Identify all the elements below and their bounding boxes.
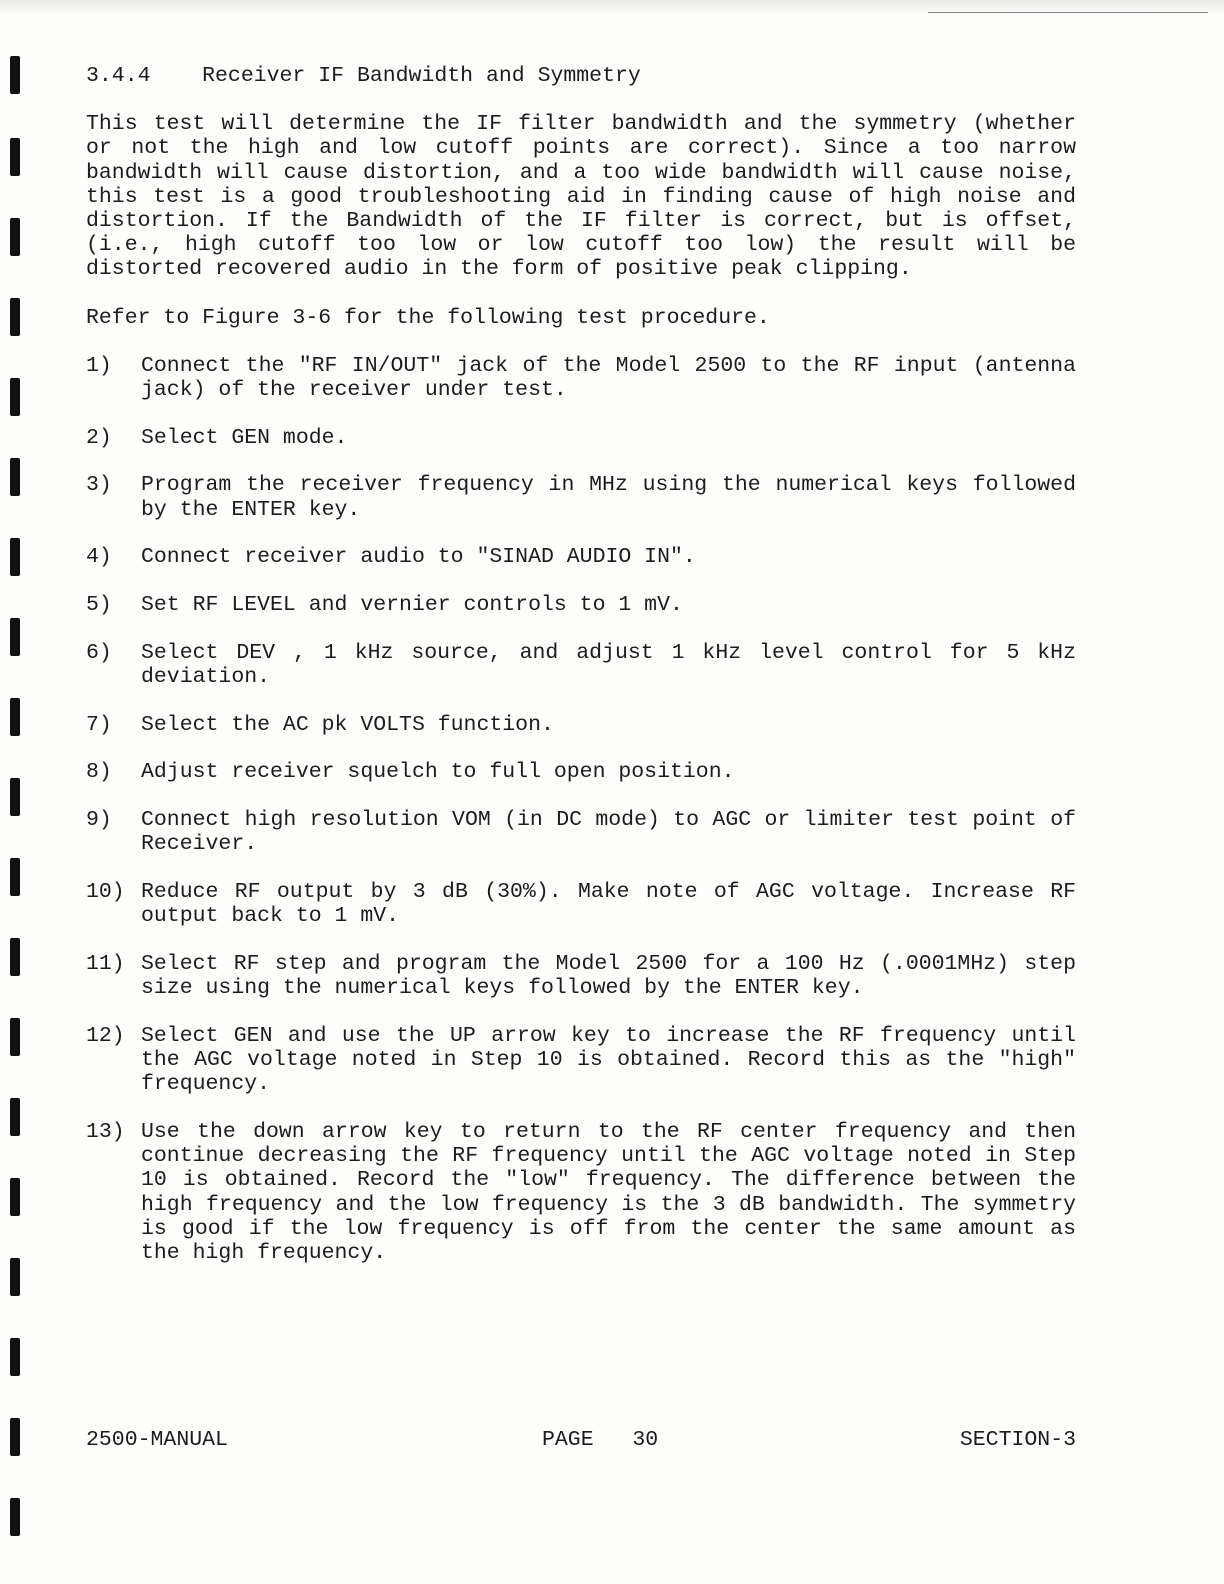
page-footer (86, 1428, 1076, 1454)
step-number: 2) (86, 425, 112, 450)
binding-hole (10, 698, 20, 736)
procedure-step (86, 808, 1076, 856)
binding-hole (10, 858, 20, 896)
procedure-step (86, 354, 1076, 402)
procedure-list (86, 354, 1076, 1265)
binding-hole (10, 1418, 20, 1456)
step-text: Reduce RF output by 3 dB (30%). Make note of AGC voltage. Increase RF output back to 1 mV. (141, 879, 1076, 929)
step-text: Select DEV , 1 kHz source, and adjust 1 kHz level control for 5 kHz deviation. (141, 640, 1076, 689)
step-number: 3) (86, 473, 112, 498)
step-number: 4) (86, 545, 112, 570)
procedure-step (86, 1120, 1076, 1265)
procedure-step (86, 952, 1076, 1000)
binding-hole (10, 138, 20, 176)
binding-hole (10, 778, 20, 816)
binding-hole (10, 298, 20, 336)
page-content (86, 64, 1076, 1289)
section-heading: 3.4.4 Receiver IF Bandwidth and Symmetry (86, 64, 641, 88)
step-number: 6) (86, 640, 112, 665)
binding-hole (10, 1098, 20, 1136)
step-number: 13) (86, 1119, 125, 1144)
step-text: Use the down arrow key to return to the RF center frequency and then continue decreasing the RF frequency until the AGC voltage noted in Step 10 is obtained. Record the "low" frequency. The difference between the high frequency and the low frequency is the 3 dB bandwidth. The symmetry is good if the low frequency is off from the center the same amount as the high frequency. (141, 1119, 1076, 1265)
footer-page-number: PAGE 30 (542, 1428, 659, 1452)
binding-hole (10, 538, 20, 576)
step-text: Set RF LEVEL and vernier controls to 1 mV. (141, 593, 683, 618)
step-number: 1) (86, 353, 112, 378)
step-text: Program the receiver frequency in MHz using the numerical keys followed by the ENTER key. (141, 473, 1076, 522)
footer-manual-name: 2500-MANUAL (86, 1428, 228, 1452)
procedure-step (86, 713, 1076, 737)
binding-hole (10, 938, 20, 976)
step-text: Select the AC pk VOLTS function. (141, 712, 554, 737)
procedure-step (86, 473, 1076, 521)
step-text: Connect high resolution VOM (in DC mode) to AGC or limiter test point of Receiver. (141, 808, 1076, 857)
step-text: Connect receiver audio to "SINAD AUDIO IN". (141, 545, 696, 570)
procedure-step (86, 760, 1076, 784)
binding-hole (10, 1498, 20, 1536)
procedure-step (86, 593, 1076, 617)
step-number: 9) (86, 808, 112, 833)
binding-hole (10, 218, 20, 256)
step-number: 7) (86, 712, 112, 737)
step-text: Select GEN and use the UP arrow key to increase the RF frequency until the AGC voltage noted in Step 10 is obtained. Record this as the "high" frequency. (141, 1023, 1076, 1097)
binding-hole (10, 1338, 20, 1376)
step-number: 10) (86, 879, 125, 904)
step-number: 8) (86, 760, 112, 785)
binding-hole (10, 56, 20, 94)
step-text: Select GEN mode. (141, 425, 348, 450)
step-text: Connect the "RF IN/OUT" jack of the Model 2500 to the RF input (antenna jack) of the receiver under test. (141, 353, 1076, 403)
binding-hole (10, 1018, 20, 1056)
footer-section: SECTION-3 (959, 1428, 1076, 1452)
binding-hole (10, 1178, 20, 1216)
step-text: Adjust receiver squelch to full open position. (141, 760, 735, 785)
binding-hole (10, 618, 20, 656)
procedure-step (86, 1024, 1076, 1097)
step-text: Select RF step and program the Model 2500 for a 100 Hz (.0001MHz) step size using the numerical keys followed by the ENTER key. (141, 951, 1076, 1001)
corner-rule-line (928, 12, 1208, 13)
binding-hole (10, 458, 20, 496)
binding-hole (10, 1258, 20, 1296)
binding-hole (10, 378, 20, 416)
step-number: 12) (86, 1023, 125, 1048)
step-number: 11) (86, 951, 125, 976)
procedure-step (86, 880, 1076, 928)
intro-paragraph: This test will determine the IF filter bandwidth and the symmetry (whether or not the high and low cutoff points are correct). Since a too narrow bandwidth will cause distortion, and a too wide bandwidth will cause noise, this test is a good troubleshooting aid in finding cause of high noise and distortion. If the Bandwidth of the IF filter is correct, but is offset, (i.e., high cutoff too low or low cutoff too low) the result will be distorted recovered audio in the form of positive peak clipping. (86, 112, 1076, 282)
procedure-step (86, 426, 1076, 450)
procedure-step (86, 641, 1076, 689)
refer-paragraph: Refer to Figure 3-6 for the following test procedure. (86, 305, 770, 330)
procedure-step (86, 545, 1076, 569)
step-number: 5) (86, 593, 112, 618)
